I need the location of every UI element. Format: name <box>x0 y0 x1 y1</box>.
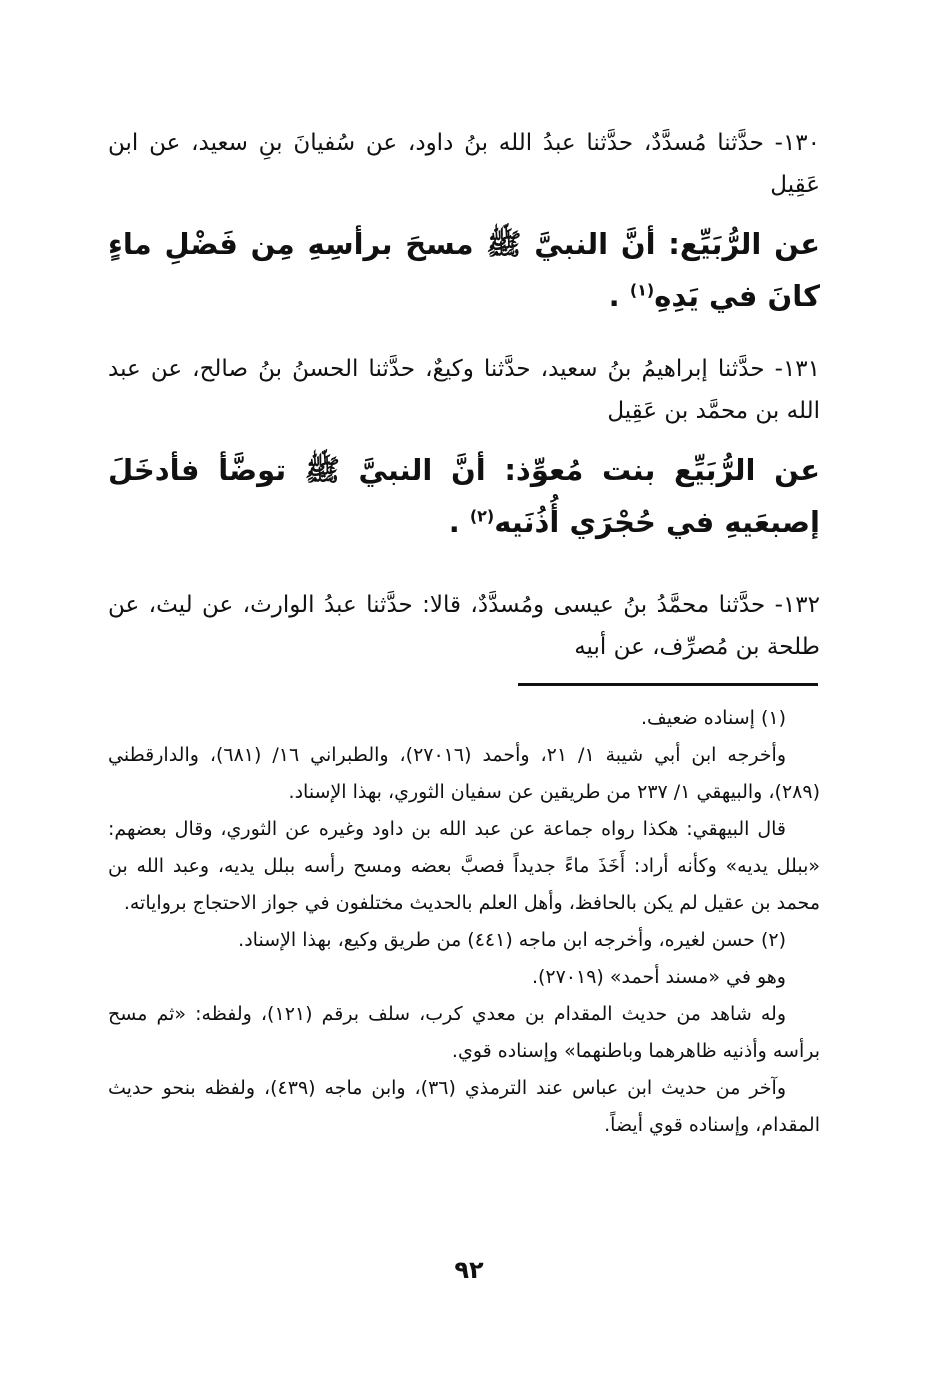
footnote-2-verdict: (٢) حسن لغيره، وأخرجه ابن ماجه (٤٤١) من طريق وكيع، بهذا الإسناد. <box>238 929 786 951</box>
footnote-1-takhrij: وأخرجه ابن أبي شيبة ١/ ٢١، وأحمد (٢٧٠١٦)، والطبراني ١٦/ (٦٨١)، والدارقطني (٢٨٩)، والبيهقي ١/ ٢٣٧ من طريقين عن سفيان الثوري، بهذا الإسناد. <box>108 744 820 803</box>
hadith-130 <box>108 122 820 322</box>
footnote-1-bayhaqi: قال البيهقي: هكذا رواه جماعة عن عبد الله بن داود وغيره عن الثوري، وقال بعضهم: «ببلل يديه» وكأنه أراد: أَخَذَ ماءً جديداً فصبَّ بعضه ومسح رأسه ببلل يديه، وعبد الله بن محمد بن عقيل لم يكن بالحافظ، وأهل العلم بالحديث مختلفون في جواز الاحتجاج برواياته. <box>108 818 820 914</box>
footnote-separator <box>518 683 818 686</box>
hadith-131-matn: عن الرُّبَيِّع بنت مُعوِّذ: أنَّ النبيَّ ﷺ توضَّأ فأدخَلَ إصبعَيهِ في حُجْرَي أُذُنَيه <box>108 453 820 539</box>
footnote-1-verdict: (١) إسناده ضعيف. <box>640 707 786 729</box>
hadith-130-matn: عن الرُّبَيِّع: أنَّ النبيَّ ﷺ مسحَ برأسِهِ مِن فَضْلِ ماءٍ كانَ في يَدِهِ <box>108 227 820 313</box>
footnotes-section <box>108 700 820 1144</box>
page-number: ٩٢ <box>454 1256 484 1284</box>
hadith-131 <box>108 348 820 548</box>
footnote-2-shahid-ibn-abbas: وآخر من حديث ابن عباس عند الترمذي (٣٦)، وابن ماجه (٤٣٩)، ولفظه بنحو حديث المقدام، وإسناده قوي أيضاً. <box>108 1077 820 1136</box>
footnote-2-shahid-miqdam: وله شاهد من حديث المقدام بن معدي كرب، سلف برقم (١٢١)، ولفظه: «ثم مسح برأسه وأذنيه ظاهرهما وباطنهما» وإسناده قوي. <box>108 1003 820 1062</box>
hadith-130-end: . <box>608 279 620 313</box>
hadith-131-isnad: ١٣١- حدَّثنا إبراهيمُ بنُ سعيد، حدَّثنا وكيعٌ، حدَّثنا الحسنُ بنُ صالح، عن عبد الله بن محمَّد بن عَقِيل <box>108 356 820 424</box>
footnote-ref-2: (٢) <box>469 506 495 526</box>
hadith-130-matn-paragraph <box>108 218 820 322</box>
footnote-ref-1: (١) <box>629 280 655 300</box>
hadith-132 <box>108 584 820 668</box>
hadith-132-isnad: ١٣٢- حدَّثنا محمَّدُ بنُ عيسى ومُسدَّدٌ، قالا: حدَّثنا عبدُ الوارث، عن ليث، عن طلحة بن مُصرِّف، عن أبيه <box>108 592 820 660</box>
footnote-2-musnad: وهو في «مسند أحمد» (٢٧٠١٩). <box>531 966 786 988</box>
hadith-131-end: . <box>448 505 460 539</box>
hadith-130-isnad: ١٣٠- حدَّثنا مُسدَّدٌ، حدَّثنا عبدُ الله بنُ داود، عن سُفيانَ بنِ سعيد، عن ابن عَقِيل <box>108 130 820 198</box>
hadith-131-matn-paragraph <box>108 444 820 548</box>
